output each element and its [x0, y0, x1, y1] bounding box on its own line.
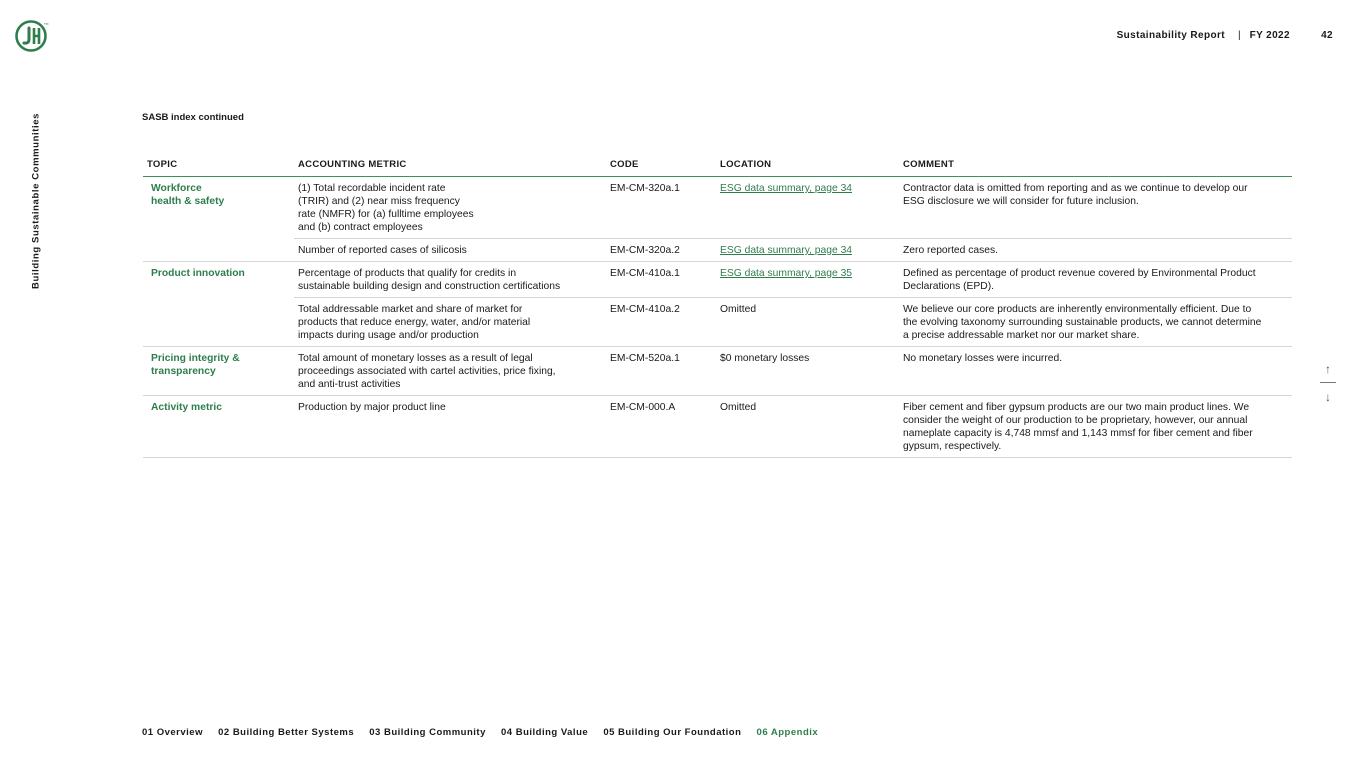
location-cell [716, 177, 899, 239]
code-cell: EM-CM-410a.2 [606, 298, 716, 347]
header-separator: | [1238, 30, 1241, 41]
page-number: 42 [1321, 30, 1333, 41]
fiscal-year: FY 2022 [1249, 30, 1290, 41]
table-row [143, 239, 1292, 262]
nav-building-value[interactable]: 04 Building Value [501, 727, 589, 738]
comment-cell: We believe our core products are inherently environmentally efficient. Due to the evolving taxonomy surrounding sustainable products, we cannot determine a precise addressable market nor our market share. [899, 298, 1292, 347]
nav-appendix[interactable]: 06 Appendix [756, 727, 819, 738]
table-row [143, 262, 1292, 298]
code-cell: EM-CM-520a.1 [606, 347, 716, 396]
metric-cell: Number of reported cases of silicosis [294, 239, 606, 262]
column-header-comment: COMMENT [899, 152, 1292, 177]
column-header-location: LOCATION [716, 152, 899, 177]
table-row [143, 396, 1292, 458]
location-link[interactable]: ESG data summary, page 34 [720, 245, 853, 256]
code-cell: EM-CM-410a.1 [606, 262, 716, 298]
nav-building-better-systems[interactable]: 02 Building Better Systems [218, 727, 355, 738]
comment-cell: Defined as percentage of product revenue covered by Environmental Product Declarations (EPD). [899, 262, 1292, 298]
location-cell [716, 239, 899, 262]
code-cell: EM-CM-320a.2 [606, 239, 716, 262]
metric-cell: Production by major product line [294, 396, 606, 458]
column-header-code: CODE [606, 152, 716, 177]
topic-cell: Pricing integrity & transparency [143, 347, 294, 396]
location-cell: Omitted [716, 396, 899, 458]
nav-overview[interactable]: 01 Overview [142, 727, 203, 738]
column-header-metric: ACCOUNTING METRIC [294, 152, 606, 177]
arrow-up-icon[interactable]: ↑ [1325, 362, 1331, 376]
arrow-down-icon[interactable]: ↓ [1325, 390, 1331, 404]
table-row [143, 298, 1292, 347]
metric-cell: (1) Total recordable incident rate (TRIR) and (2) near miss frequency rate (NMFR) for (a) fulltime employees and (b) contract employees [294, 177, 606, 239]
comment-cell: Contractor data is omitted from reporting and as we continue to develop our ESG disclosure we will consider for future inclusion. [899, 177, 1292, 239]
comment-cell: Zero reported cases. [899, 239, 1292, 262]
code-cell: EM-CM-320a.1 [606, 177, 716, 239]
location-link[interactable]: ESG data summary, page 35 [720, 268, 853, 279]
svg-text:TM: TM [44, 22, 49, 26]
topic-cell [143, 239, 294, 262]
page-header [765, 30, 1365, 44]
sasb-index-table [143, 152, 1292, 458]
comment-cell: No monetary losses were incurred. [899, 347, 1292, 396]
location-link[interactable]: ESG data summary, page 34 [720, 183, 853, 194]
comment-cell: Fiber cement and fiber gypsum products are our two main product lines. We consider the weight of our production to be proprietary, however, our annual nameplate capacity is 4,748 mmsf and 1,143 mmsf for fiber cement and fiber gypsum, respectively. [899, 396, 1292, 458]
nav-building-our-foundation[interactable]: 05 Building Our Foundation [603, 727, 742, 738]
section-title: SASB index continued [142, 112, 244, 123]
table-header-row [143, 152, 1292, 177]
topic-cell: Product innovation [151, 268, 245, 279]
scroll-divider [1320, 382, 1336, 383]
table-row [143, 177, 1292, 239]
topic-cell: Workforce health & safety [151, 183, 225, 207]
chapter-side-label: Building Sustainable Communities [30, 113, 42, 289]
page-scroll-nav [1318, 362, 1338, 406]
topic-cell [143, 298, 294, 347]
column-header-topic: TOPIC [143, 152, 294, 177]
topic-cell: Activity metric [143, 396, 294, 458]
jh-logo-icon[interactable] [15, 19, 49, 53]
code-cell: EM-CM-000.A [606, 396, 716, 458]
location-cell [716, 262, 899, 298]
metric-cell: Total amount of monetary losses as a result of legal proceedings associated with cartel activities, price fixing, and anti-trust activities [294, 347, 606, 396]
report-title: Sustainability Report [1116, 30, 1225, 41]
table-row [143, 347, 1292, 396]
location-cell: Omitted [716, 298, 899, 347]
metric-cell: Percentage of products that qualify for credits in sustainable building design and construction certifications [294, 262, 606, 298]
nav-building-community[interactable]: 03 Building Community [369, 727, 486, 738]
location-cell: $0 monetary losses [716, 347, 899, 396]
metric-cell: Total addressable market and share of market for products that reduce energy, water, and/or material impacts during usage and/or production [294, 298, 606, 347]
footer-chapter-nav [142, 727, 830, 738]
